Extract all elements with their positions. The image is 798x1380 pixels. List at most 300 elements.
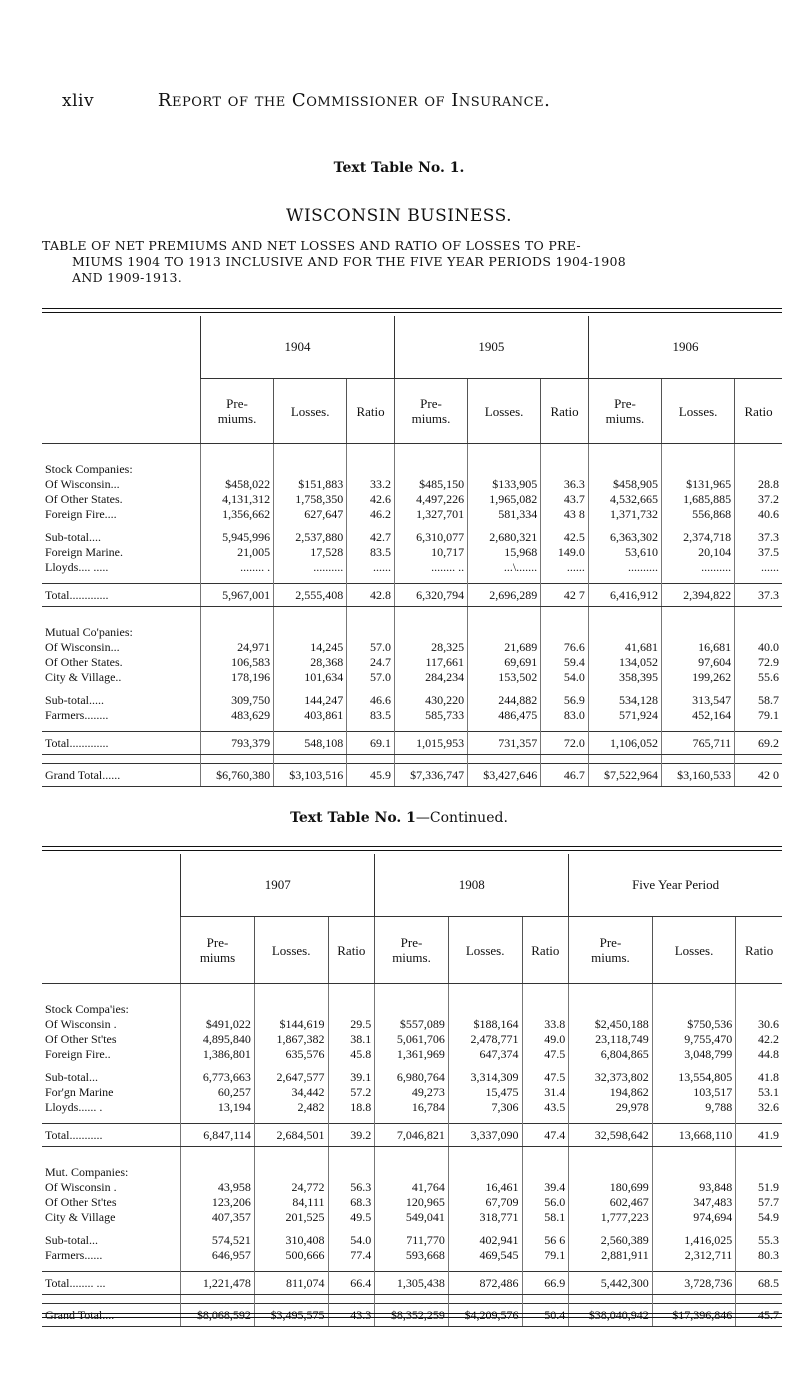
table-cell: $7,522,964 xyxy=(588,764,661,787)
table-cell: 1,221,478 xyxy=(181,1272,255,1295)
table-cell: ........ . xyxy=(200,560,273,575)
table-cell: 43.7 xyxy=(541,492,589,507)
table-cell: 54.9 xyxy=(736,1210,782,1225)
table-cell: 28.8 xyxy=(735,477,782,492)
table-cell: .......... xyxy=(588,560,661,575)
table-cell: 6,310,077 xyxy=(394,530,467,545)
column-header-losses: Losses. xyxy=(254,917,328,984)
table-cell: 358,395 xyxy=(588,670,661,685)
table-row xyxy=(42,545,782,560)
row-label: Of Wisconsin... xyxy=(45,640,120,654)
table-cell: 69.1 xyxy=(347,732,395,755)
row-label: Lloyds.... ..... xyxy=(45,560,109,574)
table-cell: $188,164 xyxy=(448,1017,522,1032)
table-cell: 72.0 xyxy=(541,732,589,755)
table-cell: 72.9 xyxy=(735,655,782,670)
table-cell: 13,554,805 xyxy=(652,1070,736,1085)
table-row xyxy=(42,1195,782,1210)
row-label: Of Other States. xyxy=(45,655,123,669)
table-row xyxy=(42,530,782,545)
table-cell: 57.0 xyxy=(347,640,395,655)
table-cell: 28,325 xyxy=(394,640,467,655)
row-label: Grand Total.... xyxy=(42,1304,181,1327)
table-cell: 83.5 xyxy=(347,545,395,560)
table-cell: 16,461 xyxy=(448,1180,522,1195)
column-header-ratio: Ratio xyxy=(736,917,782,984)
table-cell: ...... xyxy=(541,560,589,575)
table-cell: 68.3 xyxy=(328,1195,375,1210)
table-cell: 56.9 xyxy=(541,693,589,708)
table-row xyxy=(42,1047,782,1062)
table-cell: $133,905 xyxy=(468,477,541,492)
row-label: Total........ ... xyxy=(42,1272,181,1295)
table-cell: $8,068,592 xyxy=(181,1304,255,1327)
table-cell: ...\....... xyxy=(468,560,541,575)
table-cell: $3,495,575 xyxy=(254,1304,328,1327)
double-rule xyxy=(42,846,782,851)
table-cell: 15,475 xyxy=(448,1085,522,1100)
table-cell: $491,022 xyxy=(181,1017,255,1032)
table-cell: 581,334 xyxy=(468,507,541,522)
table-cell: 46.2 xyxy=(347,507,395,522)
table-row xyxy=(42,708,782,723)
table-cell: 571,924 xyxy=(588,708,661,723)
table-row xyxy=(42,1070,782,1085)
table-cell: 33.8 xyxy=(522,1017,569,1032)
column-header-losses: Losses. xyxy=(662,379,735,444)
table-cell: 43 8 xyxy=(541,507,589,522)
table-cell: 41.8 xyxy=(736,1070,782,1085)
table-cell: 3,728,736 xyxy=(652,1272,736,1295)
table-cell: .......... xyxy=(662,560,735,575)
table-cell: $557,089 xyxy=(375,1017,449,1032)
double-rule xyxy=(42,308,782,313)
table-row xyxy=(42,655,782,670)
table-cell: $750,536 xyxy=(652,1017,736,1032)
section-label: Stock Companies: xyxy=(45,462,133,476)
row-label: Of Other St'tes xyxy=(45,1032,117,1046)
table-cell: 60,257 xyxy=(181,1085,255,1100)
table-cell: $8,352,259 xyxy=(375,1304,449,1327)
table-cell: 24,971 xyxy=(200,640,273,655)
table-cell: 1,371,732 xyxy=(588,507,661,522)
table-cell: 34,442 xyxy=(254,1085,328,1100)
table-cell: $131,965 xyxy=(662,477,735,492)
table-cell: 39.1 xyxy=(328,1070,375,1085)
table-cell: 244,882 xyxy=(468,693,541,708)
table-row xyxy=(42,670,782,685)
table-cell: $3,103,516 xyxy=(274,764,347,787)
table-cell: 4,497,226 xyxy=(394,492,467,507)
column-header-premiums: Pre- miums. xyxy=(200,379,273,444)
row-label: Of Wisconsin . xyxy=(45,1017,117,1031)
table-cell: 66.4 xyxy=(328,1272,375,1295)
table-cell: 28,368 xyxy=(274,655,347,670)
table-cell: 430,220 xyxy=(394,693,467,708)
table-cell: 9,755,470 xyxy=(652,1032,736,1047)
row-label: Foreign Fire.... xyxy=(45,507,117,521)
table-cell: 3,337,090 xyxy=(448,1124,522,1147)
table-cell: 69,691 xyxy=(468,655,541,670)
column-header-premiums: Pre- miums xyxy=(181,917,255,984)
table-cell: 106,583 xyxy=(200,655,273,670)
table-cell: $458,905 xyxy=(588,477,661,492)
table-cell: 32.6 xyxy=(736,1100,782,1115)
table-cell: 5,967,001 xyxy=(200,584,273,607)
table-row xyxy=(42,492,782,507)
table-cell: 7,046,821 xyxy=(375,1124,449,1147)
table-cell: 42.2 xyxy=(736,1032,782,1047)
table-cell: 79.1 xyxy=(522,1248,569,1263)
table-cell: 452,164 xyxy=(662,708,735,723)
row-label: Lloyds...... . xyxy=(45,1100,103,1114)
table-cell: 1,106,052 xyxy=(588,732,661,755)
table-cell: 2,555,408 xyxy=(274,584,347,607)
table-row xyxy=(42,1272,782,1295)
table-cell: $485,150 xyxy=(394,477,467,492)
table-cell: 1,685,885 xyxy=(662,492,735,507)
table-cell: 42 0 xyxy=(735,764,782,787)
table-cell: 54.0 xyxy=(541,670,589,685)
running-title: Report of the Commissioner of Insurance. xyxy=(157,90,551,111)
table-cell: 2,394,822 xyxy=(662,584,735,607)
table-cell: 534,128 xyxy=(588,693,661,708)
table-cell: $151,883 xyxy=(274,477,347,492)
table-cell: 58.1 xyxy=(522,1210,569,1225)
table-cell: 811,074 xyxy=(254,1272,328,1295)
table-cell: 178,196 xyxy=(200,670,273,685)
continued-title xyxy=(0,810,798,826)
table-cell: $2,450,188 xyxy=(569,1017,653,1032)
table-cell: 402,941 xyxy=(448,1233,522,1248)
row-label: City & Village.. xyxy=(45,670,122,684)
table-cell: 144,247 xyxy=(274,693,347,708)
table-cell: 469,545 xyxy=(448,1248,522,1263)
table-cell: 33.2 xyxy=(347,477,395,492)
table-cell: 10,717 xyxy=(394,545,467,560)
table-row xyxy=(42,1248,782,1263)
table-cell: $3,427,646 xyxy=(468,764,541,787)
table-cell: 36.3 xyxy=(541,477,589,492)
table-cell: 39.4 xyxy=(522,1180,569,1195)
table-cell: 55.3 xyxy=(736,1233,782,1248)
premiums-losses-table-1907-five-year xyxy=(42,854,782,1327)
table-cell: 5,061,706 xyxy=(375,1032,449,1047)
table-cell: 1,386,801 xyxy=(181,1047,255,1062)
table-cell: 16,681 xyxy=(662,640,735,655)
table-cell: 199,262 xyxy=(662,670,735,685)
description-line: TABLE OF NET PREMIUMS AND NET LOSSES AND RATIO OF LOSSES TO PRE- xyxy=(42,238,581,253)
table-cell: 548,108 xyxy=(274,732,347,755)
table-cell: 793,379 xyxy=(200,732,273,755)
table-cell: 32,373,802 xyxy=(569,1070,653,1085)
table-cell: 40.6 xyxy=(735,507,782,522)
table-cell: 593,668 xyxy=(375,1248,449,1263)
column-header-losses: Losses. xyxy=(652,917,736,984)
table-cell: 1,416,025 xyxy=(652,1233,736,1248)
table-cell: $3,160,533 xyxy=(662,764,735,787)
table-cell: 2,537,880 xyxy=(274,530,347,545)
table-cell: 97,604 xyxy=(662,655,735,670)
table-cell: 872,486 xyxy=(448,1272,522,1295)
table-cell: 574,521 xyxy=(181,1233,255,1248)
row-label: Of Wisconsin . xyxy=(45,1180,117,1194)
table-cell: 51.9 xyxy=(736,1180,782,1195)
table-cell: 318,771 xyxy=(448,1210,522,1225)
table-cell: 76.6 xyxy=(541,640,589,655)
row-label: City & Village xyxy=(45,1210,116,1224)
table-cell: 31.4 xyxy=(522,1085,569,1100)
table-cell: 6,773,663 xyxy=(181,1070,255,1085)
table-cell: 38.1 xyxy=(328,1032,375,1047)
table-cell: 42 7 xyxy=(541,584,589,607)
table-cell: 83.5 xyxy=(347,708,395,723)
table-cell: 21,689 xyxy=(468,640,541,655)
continued-title-suffix: —Continued. xyxy=(415,810,508,826)
table-cell: 120,965 xyxy=(375,1195,449,1210)
table-cell: 2,881,911 xyxy=(569,1248,653,1263)
row-label: Total........... xyxy=(42,1124,181,1147)
table-cell: 56 6 xyxy=(522,1233,569,1248)
table-cell: 500,666 xyxy=(254,1248,328,1263)
table-cell: 284,234 xyxy=(394,670,467,685)
row-label: Sub-total.... xyxy=(45,530,101,544)
table-cell: 66.9 xyxy=(522,1272,569,1295)
table-cell: 79.1 xyxy=(735,708,782,723)
table-cell: 20,104 xyxy=(662,545,735,560)
table-cell: 6,416,912 xyxy=(588,584,661,607)
table-cell: 602,467 xyxy=(569,1195,653,1210)
table-cell: 134,052 xyxy=(588,655,661,670)
table-cell: 43.5 xyxy=(522,1100,569,1115)
table-cell: 53.1 xyxy=(736,1085,782,1100)
table-cell: 194,862 xyxy=(569,1085,653,1100)
table-cell: 1,758,350 xyxy=(274,492,347,507)
table-cell: 24.7 xyxy=(347,655,395,670)
table-cell: 77.4 xyxy=(328,1248,375,1263)
row-label: Of Other St'tes xyxy=(45,1195,117,1209)
table-row xyxy=(42,640,782,655)
row-label: Foreign Fire.. xyxy=(45,1047,111,1061)
table-row xyxy=(42,1124,782,1147)
table-cell: 1,965,082 xyxy=(468,492,541,507)
column-header-ratio: Ratio xyxy=(328,917,375,984)
table-row xyxy=(42,1032,782,1047)
table-cell: 647,374 xyxy=(448,1047,522,1062)
table-cell: ...... xyxy=(347,560,395,575)
table-cell: 93,848 xyxy=(652,1180,736,1195)
column-header-losses: Losses. xyxy=(468,379,541,444)
page-header xyxy=(62,90,550,111)
row-label: For'gn Marine xyxy=(45,1085,114,1099)
table-cell: $458,022 xyxy=(200,477,273,492)
table-cell: 7,306 xyxy=(448,1100,522,1115)
row-label: Of Other States. xyxy=(45,492,123,506)
table-cell: 69.2 xyxy=(735,732,782,755)
column-header-ratio: Ratio xyxy=(347,379,395,444)
table-row xyxy=(42,764,782,787)
table-cell: 46.6 xyxy=(347,693,395,708)
column-header-ratio: Ratio xyxy=(522,917,569,984)
table-cell: $7,336,747 xyxy=(394,764,467,787)
table-cell: $38,040,942 xyxy=(569,1304,653,1327)
table-row xyxy=(42,1017,782,1032)
table-cell: 54.0 xyxy=(328,1233,375,1248)
row-label: Sub-total... xyxy=(45,1070,98,1084)
table-cell: 4,532,665 xyxy=(588,492,661,507)
table-cell: 201,525 xyxy=(254,1210,328,1225)
column-header-losses: Losses. xyxy=(448,917,522,984)
table-cell: 1,361,969 xyxy=(375,1047,449,1062)
row-label: Foreign Marine. xyxy=(45,545,123,559)
table-cell: 44.8 xyxy=(736,1047,782,1062)
table-cell: 43,958 xyxy=(181,1180,255,1195)
table-cell: 2,482 xyxy=(254,1100,328,1115)
table-cell: $144,619 xyxy=(254,1017,328,1032)
table-cell: 56.0 xyxy=(522,1195,569,1210)
table-cell: ........ .. xyxy=(394,560,467,575)
table-cell: 29.5 xyxy=(328,1017,375,1032)
table-cell: 68.5 xyxy=(736,1272,782,1295)
continued-title-main: Text Table No. 1 xyxy=(290,810,416,826)
table-cell: 483,629 xyxy=(200,708,273,723)
table-row xyxy=(42,693,782,708)
table-row xyxy=(42,560,782,575)
table-cell: 974,694 xyxy=(652,1210,736,1225)
table-cell: 180,699 xyxy=(569,1180,653,1195)
table-cell: 47.5 xyxy=(522,1047,569,1062)
table-cell: 45.7 xyxy=(736,1304,782,1327)
row-label: Grand Total...... xyxy=(42,764,200,787)
table-cell: 2,374,718 xyxy=(662,530,735,545)
table-row xyxy=(42,732,782,755)
table-cell: 42.5 xyxy=(541,530,589,545)
table-cell: 46.7 xyxy=(541,764,589,787)
table-cell: 13,668,110 xyxy=(652,1124,736,1147)
table-cell: 6,363,302 xyxy=(588,530,661,545)
section-label: Mut. Companies: xyxy=(45,1165,129,1179)
table-cell: 5,945,996 xyxy=(200,530,273,545)
table-row xyxy=(42,1085,782,1100)
column-header-ratio: Ratio xyxy=(541,379,589,444)
year-header: 1908 xyxy=(375,854,569,917)
table-row xyxy=(42,507,782,522)
row-label: Total............. xyxy=(42,732,200,755)
table-cell: 47.5 xyxy=(522,1070,569,1085)
table-cell: 2,478,771 xyxy=(448,1032,522,1047)
table-cell: 59.4 xyxy=(541,655,589,670)
table-cell: 57.2 xyxy=(328,1085,375,1100)
premiums-losses-table-1904-1906 xyxy=(42,316,782,787)
table-cell: 57.7 xyxy=(736,1195,782,1210)
table-cell: 3,314,309 xyxy=(448,1070,522,1085)
table-cell: 49.5 xyxy=(328,1210,375,1225)
table-cell: 30.6 xyxy=(736,1017,782,1032)
table-row xyxy=(42,584,782,607)
table-cell: 117,661 xyxy=(394,655,467,670)
table-description xyxy=(42,238,784,286)
table-cell: 2,647,577 xyxy=(254,1070,328,1085)
table-cell: 347,483 xyxy=(652,1195,736,1210)
table-subtitle: WISCONSIN BUSINESS. xyxy=(285,206,513,226)
year-header: 1906 xyxy=(588,316,782,379)
row-label: Sub-total... xyxy=(45,1233,98,1247)
table-cell: 1,015,953 xyxy=(394,732,467,755)
table-cell: 49,273 xyxy=(375,1085,449,1100)
table-cell: 67,709 xyxy=(448,1195,522,1210)
table-cell: 2,680,321 xyxy=(468,530,541,545)
table-row xyxy=(42,477,782,492)
table-cell: 4,131,312 xyxy=(200,492,273,507)
table-cell: 153,502 xyxy=(468,670,541,685)
section-label: Stock Compa'ies: xyxy=(45,1002,129,1016)
table-cell: 84,111 xyxy=(254,1195,328,1210)
description-line: AND 1909-1913. xyxy=(72,270,182,285)
table-cell: 407,357 xyxy=(181,1210,255,1225)
table-cell: 47.4 xyxy=(522,1124,569,1147)
row-label: Of Wisconsin... xyxy=(45,477,120,491)
table-cell: 101,634 xyxy=(274,670,347,685)
table-cell: 56.3 xyxy=(328,1180,375,1195)
column-header-premiums: Pre- miums. xyxy=(569,917,653,984)
table-row xyxy=(42,1100,782,1115)
double-rule xyxy=(42,1313,782,1318)
table-cell: 37.5 xyxy=(735,545,782,560)
table-cell: 585,733 xyxy=(394,708,467,723)
table-cell: 1,305,438 xyxy=(375,1272,449,1295)
table-title: Text Table No. 1. xyxy=(333,160,465,176)
table-cell: $4,209,576 xyxy=(448,1304,522,1327)
table-cell: 635,576 xyxy=(254,1047,328,1062)
table-cell: 313,547 xyxy=(662,693,735,708)
table-cell: 149.0 xyxy=(541,545,589,560)
table-cell: 21,005 xyxy=(200,545,273,560)
table-cell: 2,684,501 xyxy=(254,1124,328,1147)
table-cell: 45.9 xyxy=(347,764,395,787)
table-row xyxy=(42,1180,782,1195)
column-header-premiums: Pre- miums. xyxy=(588,379,661,444)
table-cell: 1,777,223 xyxy=(569,1210,653,1225)
table-cell: 45.8 xyxy=(328,1047,375,1062)
table-cell: 3,048,799 xyxy=(652,1047,736,1062)
table-cell: 6,980,764 xyxy=(375,1070,449,1085)
table-cell: 83.0 xyxy=(541,708,589,723)
table-cell: 49.0 xyxy=(522,1032,569,1047)
table-cell: 556,868 xyxy=(662,507,735,522)
table-cell: 711,770 xyxy=(375,1233,449,1248)
year-header: 1907 xyxy=(181,854,375,917)
year-header: 1904 xyxy=(200,316,394,379)
table-cell: ...... xyxy=(735,560,782,575)
table-cell: 53,610 xyxy=(588,545,661,560)
table-cell: 1,327,701 xyxy=(394,507,467,522)
table-cell: 14,245 xyxy=(274,640,347,655)
table-cell: 646,957 xyxy=(181,1248,255,1263)
table-cell: 42.6 xyxy=(347,492,395,507)
table-cell: 403,861 xyxy=(274,708,347,723)
table-cell: $17,396,846 xyxy=(652,1304,736,1327)
table-cell: 32,598,642 xyxy=(569,1124,653,1147)
table-cell: 627,647 xyxy=(274,507,347,522)
table-cell: 18.8 xyxy=(328,1100,375,1115)
row-label: Total............. xyxy=(42,584,200,607)
table-cell: 43.3 xyxy=(328,1304,375,1327)
table-cell: 42.7 xyxy=(347,530,395,545)
table-cell: 80.3 xyxy=(736,1248,782,1263)
table-cell: 2,312,711 xyxy=(652,1248,736,1263)
table-cell: 13,194 xyxy=(181,1100,255,1115)
column-header-losses: Losses. xyxy=(274,379,347,444)
